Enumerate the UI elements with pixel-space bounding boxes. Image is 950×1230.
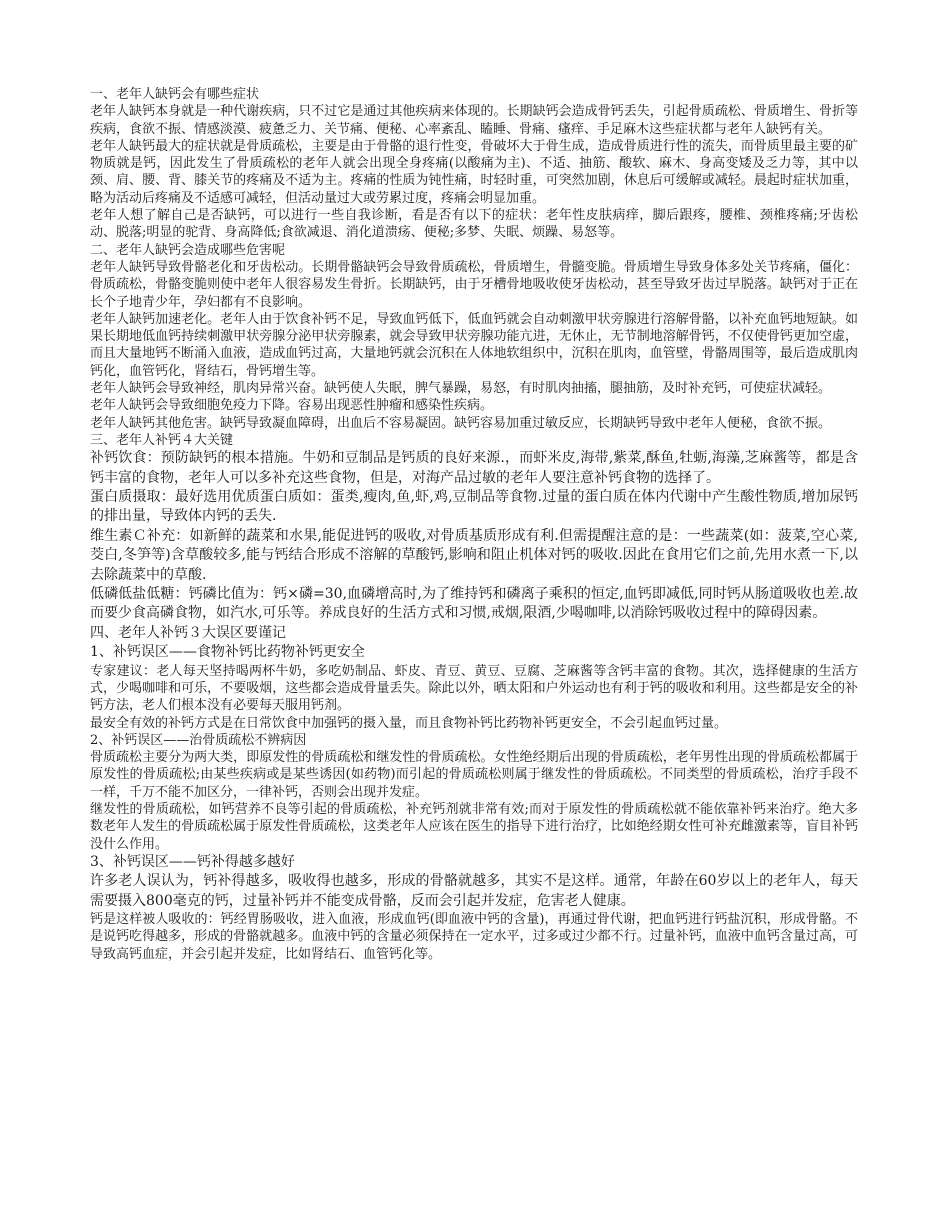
paragraph: 老年人缺钙导致骨骼老化和牙齿松动。长期骨骼缺钙会导致骨质疏松，骨质增生，骨髓变脆。骨质增生导致身体多处关节疼痛，僵化：骨质疏松，骨骼变脆则使中老年人很容易发生骨折。长期缺钙，由于牙槽骨地吸收使牙齿松动，甚至导致牙齿过早脱落。缺钙对于正在长个子地青少年，孕妇都有不良影响。 xyxy=(90,259,858,310)
paragraph: 专家建议：老人每天坚持喝两杯牛奶，多吃奶制品、虾皮、青豆、黄豆、豆腐、芝麻酱等含钙丰富的食物。其次，选择健康的生活方式，少喝咖啡和可乐，不要吸烟，这些都会造成骨量丢失。除此以外，晒太阳和户外运动也有利于钙的吸收和利用。这些都是安全的补钙方法，老人们根本没有必要每天服用钙剂。 xyxy=(90,663,858,714)
paragraph: 老年人缺钙加速老化。老年人由于饮食补钙不足，导致血钙低下，低血钙就会自动刺激甲状旁腺进行溶解骨骼，以补充血钙地短缺。如果长期地低血钙持续刺激甲状旁腺分泌甲状旁腺素，就会导致甲状旁腺功能亢进，无休止，无节制地溶解骨钙，不仅使骨钙更加空虚，而且大量地钙不断涌入血液，造成血钙过高，大量地钙就会沉积在人体地软组织中，沉积在肌肉，血管壁，骨骼周围等，最后造成肌肉钙化，血管钙化，肾结石，骨钙增生等。 xyxy=(90,311,858,379)
paragraph: 老年人缺钙会导致细胞免疫力下降。容易出现恶性肿瘤和感染性疾病。 xyxy=(90,398,494,414)
paragraph: 继发性的骨质疏松，如钙营养不良等引起的骨质疏松，补充钙剂就非常有效;而对于原发性的骨质疏松就不能依靠补钙来治疗。绝大多数老年人发生的骨质疏松属于原发性骨质疏松，这类老年人应该在医生的指导下进行治疗，比如绝经期女性可补充雌激素等，盲目补钙没什么作用。 xyxy=(90,802,858,852)
paragraph: 骨质疏松主要分为两大类，即原发性的骨质疏松和继发性的骨质疏松。女性绝经期后出现的骨质疏松，老年男性出现的骨质疏松都属于原发性的骨质疏松;由某些疾病或是某些诱因(如药物)而引起的骨质疏松则属于继发性的骨质疏松。不同类型的骨质疏松，治疗手段不一样，千万不能不加区分，一律补钙，否则会出现并发症。 xyxy=(90,750,858,800)
paragraph: 老年人缺钙最大的症状就是骨质疏松，主要是由于骨骼的退行性变，骨破坏大于骨生成，造成骨质进行性的流失，而骨质里最主要的矿物质就是钙，因此发生了骨质疏松的老年人就会出现全身疼痛(以酸痛为主)、不适、抽筋、酸软、麻木、身高变矮及乏力等，其中以颈、肩、腰、背、膝关节的疼痛及不适为主。疼痛的性质为钝性痛，时轻时重，可突然加剧，休息后可缓解或减轻。晨起时症状加重，略为活动后疼痛及不适感可减轻，但活动量过大或劳累过度，疼痛会明显加重。 xyxy=(90,138,858,206)
subheading-myth-1: 1、补钙误区——食物补钙比药物补钙更安全 xyxy=(90,644,365,661)
paragraph: 老年人缺钙会导致神经，肌肉异常兴奋。缺钙使人失眠，脾气暴躁，易怒，有时肌肉抽搐，腿抽筋，及时补充钙，可使症状减轻。 xyxy=(90,381,832,397)
heading-symptoms: 一、老年人缺钙会有哪些症状 xyxy=(90,87,260,102)
heading-four-keys: 三、老年人补钙４大关键 xyxy=(90,432,234,448)
paragraph: 低磷低盐低糖：钙磷比值为：钙×磷=30,血磷增高时,为了维持钙和磷离子乘积的恒定,血钙即减低,同时钙从肠道吸收也差.故而要少食高磷食物，如汽水,可乐等。养成良好的生活方式和习惯,戒烟,限酒,少喝咖啡,以消除钙吸收过程中的障碍因素。 xyxy=(90,586,858,622)
paragraph: 补钙饮食：预防缺钙的根本措施。牛奶和豆制品是钙质的良好来源.，而虾米皮,海带,紫菜,酥鱼,牡蛎,海藻,芝麻酱等，都是含钙丰富的食物，老年人可以多补充这些食物，但是，对海产品过敏的老年人要注意补钙食物的选择了。 xyxy=(90,450,858,486)
heading-three-myths: 四、老年人补钙３大误区要谨记 xyxy=(90,624,286,641)
paragraph: 许多老人误认为，钙补得越多，吸收得也越多，形成的骨骼就越多，其实不是这样。通常，年龄在60岁以上的老年人，每天需要摄入800毫克的钙，过量补钙并不能变成骨骼，反而会引起并发症，危害老人健康。 xyxy=(90,873,858,909)
subheading-myth-2: 2、补钙误区——治骨质疏松不辨病因 xyxy=(90,732,307,748)
heading-harms: 二、老年人缺钙会造成哪些危害呢 xyxy=(90,242,286,258)
subheading-myth-3: 3、补钙误区——钙补得越多越好 xyxy=(90,853,295,870)
paragraph: 钙是这样被人吸收的：钙经胃肠吸收，进入血液，形成血钙(即血液中钙的含量)，再通过骨代谢，把血钙进行钙盐沉积，形成骨骼。不是说钙吃得越多，形成的骨骼就越多。血液中钙的含量必须保持在一定水平，过多或过少都不行。过量补钙，血液中血钙含量过高，可导致高钙血症，并会引起并发症，比如肾结石、血管钙化等。 xyxy=(90,912,858,962)
paragraph: 老年人想了解自己是否缺钙，可以进行一些自我诊断，看是否有以下的症状：老年性皮肤病痒，脚后跟疼，腰椎、颈椎疼痛;牙齿松动、脱落;明显的驼背、身高降低;食欲减退、消化道溃疡、便秘;多梦、失眠、烦躁、易怒等。 xyxy=(90,208,858,241)
paragraph: 老年人缺钙其他危害。缺钙导致凝血障碍，出血后不容易凝固。缺钙容易加重过敏反应，长期缺钙导致中老年人便秘，食欲不振。 xyxy=(90,415,832,431)
paragraph: 蛋白质摄取：最好选用优质蛋白质如：蛋类,瘦肉,鱼,虾,鸡,豆制品等食物.过量的蛋白质在体内代谢中产生酸性物质,增加尿钙的排出量，导致体内钙的丢失. xyxy=(90,489,858,525)
paragraph: 最安全有效的补钙方式是在日常饮食中加强钙的摄入量，而且食物补钙比药物补钙更安全，不会引起血钙过量。 xyxy=(90,715,728,731)
paragraph: 老年人缺钙本身就是一种代谢疾病，只不过它是通过其他疾病来体现的。长期缺钙会造成骨钙丢失，引起骨质疏松、骨质增生、骨折等疾病，食欲不振、情感淡漠、疲惫乏力、关节痛、便秘、心率紊乱、瞌睡、骨痛、瘙痒、手足麻木这些症状都与老年人缺钙有关。 xyxy=(90,104,858,137)
paragraph: 维生素Ｃ补充：如新鲜的蔬菜和水果,能促进钙的吸收,对骨质基质形成有利.但需提醒注意的是：一些蔬菜(如：菠菜,空心菜,茭白,冬笋等)含草酸较多,能与钙结合形成不溶解的草酸钙,影响和阻止机体对钙的吸收.因此在食用它们之前,先用水煮一下,以去除蔬菜中的草酸. xyxy=(90,527,858,583)
